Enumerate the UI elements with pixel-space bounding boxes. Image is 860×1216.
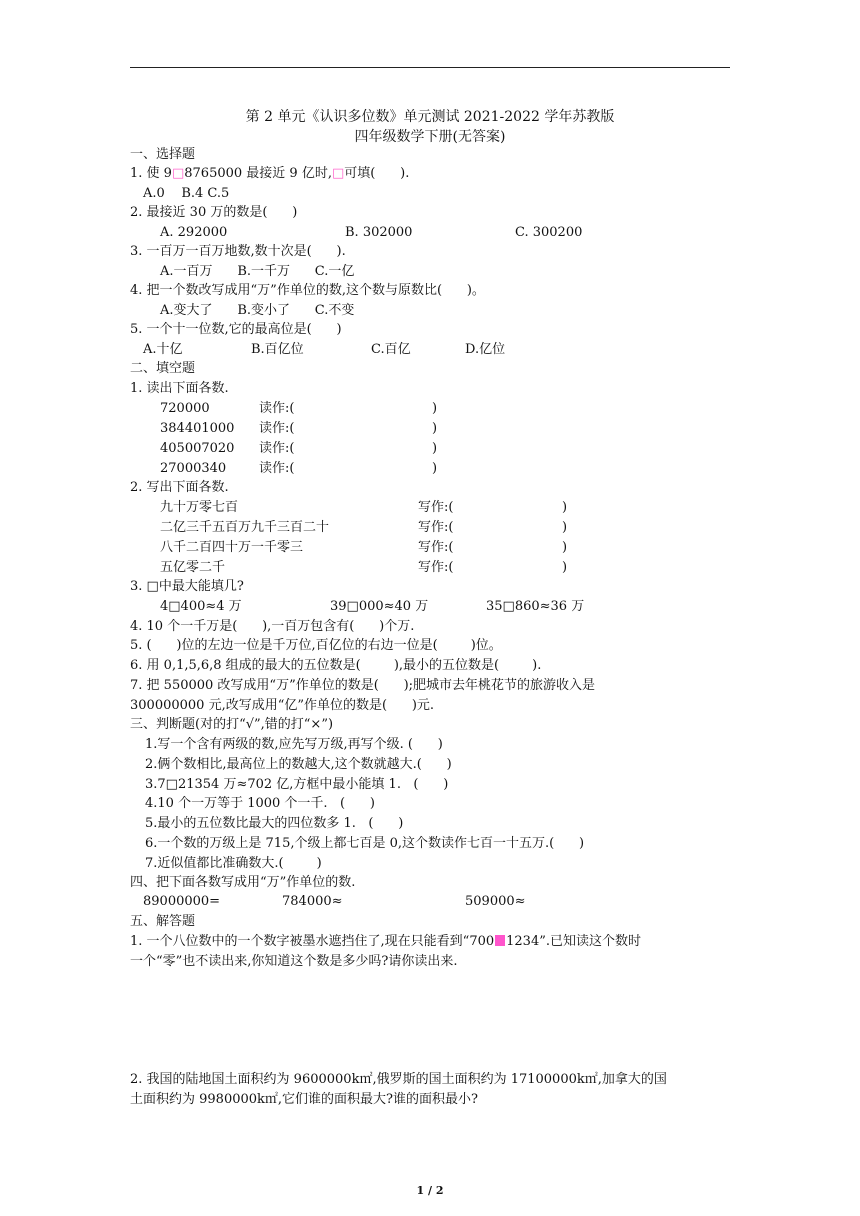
fill-q3-a: 4□400≈4 万 <box>160 599 242 614</box>
header-rule <box>130 67 730 68</box>
solve-q1-line1: 1. 一个八位数中的一个数字被墨水遮挡住了,现在只能看到“700 1234”.已知读这个数时 <box>130 934 642 949</box>
choice-q2-option-c: C. 300200 <box>515 225 583 240</box>
choice-q3: 3. 一百万一百万地数,数十次是( ). <box>130 244 346 259</box>
solve-q1-line2: 一个“零”也不读出来,你知道这个数是多少吗?请你读出来. <box>130 954 458 969</box>
choice-q1: 1. 使 9□8765000 最接近 9 亿时,□可填( ). <box>130 166 410 181</box>
fill-q1: 1. 读出下面各数. <box>130 381 229 396</box>
judge-item: 2.俩个数相比,最高位上的数越大,这个数就越大.( ) <box>145 757 452 772</box>
ink-blot-icon <box>495 935 505 946</box>
choice-q5-option-b: B.百亿位 <box>251 342 304 357</box>
read-close: ) <box>432 461 438 476</box>
section-heading-solve: 五、解答题 <box>130 914 196 929</box>
pink-box-icon: □ <box>331 166 345 181</box>
fill-q2: 2. 写出下面各数. <box>130 480 229 495</box>
section-heading-judge: 三、判断题(对的打“√”,错的打“×”) <box>130 717 334 732</box>
choice-q5-option-a: A.十亿 <box>143 342 183 357</box>
write-item: 九十万零七百 <box>160 500 239 515</box>
read-label: 读作:( <box>259 461 295 476</box>
page-number: 1 / 2 <box>416 1184 444 1197</box>
section-heading-convert: 四、把下面各数写成用“万”作单位的数. <box>130 875 356 890</box>
judge-item: 3.7□21354 万≈702 亿,方框中最小能填 1. ( ) <box>145 777 449 792</box>
read-number: 405007020 <box>160 441 235 456</box>
fill-q5: 5. ( )位的左边一位是千万位,百亿位的右边一位是( )位。 <box>130 638 502 653</box>
choice-q2-option-b: B. 302000 <box>345 225 413 240</box>
read-label: 读作:( <box>259 421 295 436</box>
section-heading-fill: 二、填空题 <box>130 361 196 376</box>
read-close: ) <box>432 441 438 456</box>
choice-q2: 2. 最接近 30 万的数是( ) <box>130 205 298 220</box>
choice-q2-option-a: A. 292000 <box>160 225 228 240</box>
write-item: 八千二百四十万一千零三 <box>160 540 304 555</box>
write-label: 写作:( <box>418 540 454 555</box>
section-heading-choice: 一、选择题 <box>130 147 196 162</box>
read-number: 720000 <box>160 401 210 416</box>
fill-q4: 4. 10 个一千万是( ),一百万包含有( )个万. <box>130 619 415 634</box>
choice-q4-options: A.变大了 B.变小了 C.不变 <box>160 303 355 318</box>
choice-q4: 4. 把一个数改写成用“万”作单位的数,这个数与原数比( )。 <box>130 283 485 298</box>
judge-item: 7.近似值都比准确数大.( ) <box>145 856 322 871</box>
convert-a: 89000000= <box>143 894 221 909</box>
write-close: ) <box>562 500 568 515</box>
write-label: 写作:( <box>418 560 454 575</box>
judge-item: 5.最小的五位数比最大的四位数多 1. ( ) <box>145 816 404 831</box>
read-close: ) <box>432 401 438 416</box>
document-title: 第 2 单元《认识多位数》单元测试 2021-2022 学年苏教版 <box>245 109 615 125</box>
choice-q3-options: A.一百万 B.一千万 C.一亿 <box>160 264 355 279</box>
solve-q2-line2: 土面积约为 9980000k㎡,它们谁的面积最大?谁的面积最小? <box>130 1092 478 1107</box>
fill-q6: 6. 用 0,1,5,6,8 组成的最大的五位数是( ),最小的五位数是( ). <box>130 658 542 673</box>
choice-q5: 5. 一个十一位数,它的最高位是( ) <box>130 322 342 337</box>
write-label: 写作:( <box>418 500 454 515</box>
write-close: ) <box>562 540 568 555</box>
solve-q2-line1: 2. 我国的陆地国土面积约为 9600000k㎡,俄罗斯的国土面积约为 17100000k㎡,加拿大的国 <box>130 1072 667 1087</box>
fill-q7-line1: 7. 把 550000 改写成用“万”作单位的数是( );肥城市去年桃花节的旅游收入是 <box>130 678 596 693</box>
pink-box-icon: □ <box>171 166 185 181</box>
read-close: ) <box>432 421 438 436</box>
fill-q3-b: 39□000≈40 万 <box>330 599 429 614</box>
choice-q1-options: A.0 B.4 C.5 <box>143 186 230 201</box>
read-label: 读作:( <box>259 401 295 416</box>
write-close: ) <box>562 520 568 535</box>
convert-c: 509000≈ <box>465 894 526 909</box>
write-item: 二亿三千五百万九千三百二十 <box>160 520 330 535</box>
judge-item: 6.一个数的万级上是 715,个级上都七百是 0,这个数读作七百一十五万.( ) <box>145 836 585 851</box>
read-label: 读作:( <box>259 441 295 456</box>
judge-item: 1.写一个含有两级的数,应先写万级,再写个级. ( ) <box>145 737 443 752</box>
choice-q5-option-d: D.亿位 <box>465 342 506 357</box>
fill-q7-line2: 300000000 元,改写成用“亿”作单位的数是( )元. <box>130 698 435 713</box>
fill-q3: 3. □中最大能填几? <box>130 579 244 594</box>
judge-item: 4.10 个一万等于 1000 个一千. ( ) <box>145 796 375 811</box>
choice-q5-option-c: C.百亿 <box>371 342 411 357</box>
write-item: 五亿零二千 <box>160 560 226 575</box>
write-label: 写作:( <box>418 520 454 535</box>
read-number: 27000340 <box>160 461 227 476</box>
fill-q3-c: 35□860≈36 万 <box>486 599 585 614</box>
document-subtitle: 四年级数学下册(无答案) <box>354 129 506 145</box>
write-close: ) <box>562 560 568 575</box>
convert-b: 784000≈ <box>282 894 343 909</box>
read-number: 384401000 <box>160 421 235 436</box>
